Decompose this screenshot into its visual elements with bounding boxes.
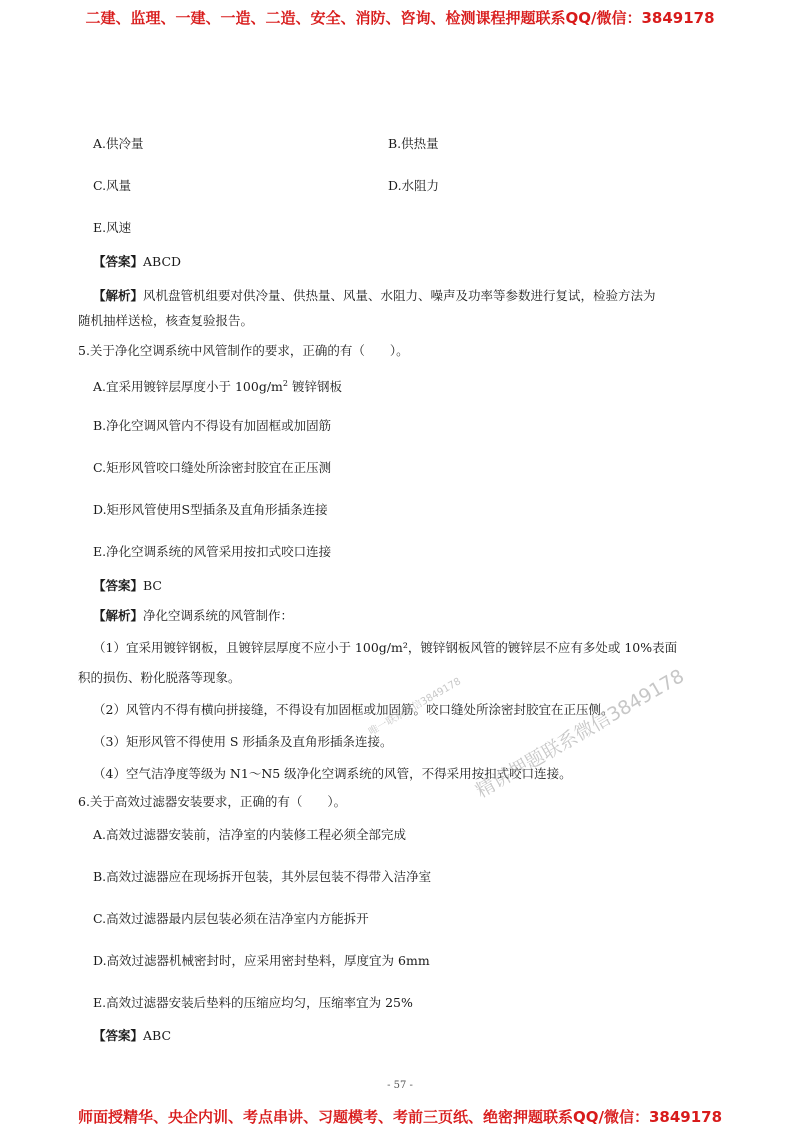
q4-option-a: A.供冷量 bbox=[93, 136, 144, 151]
watermark-small: 唯一联系微信3849178 bbox=[367, 676, 464, 738]
q5-point-4: （4）空气洁净度等级为 N1～N5 级净化空调系统的风管，不得采用按扣式咬口连接。 bbox=[93, 766, 572, 781]
q5-stem: 5.关于净化空调系统中风管制作的要求，正确的有（ ）。 bbox=[78, 343, 409, 358]
q6-answer bbox=[93, 1027, 171, 1045]
q4-option-e: E.风速 bbox=[93, 220, 132, 235]
answer-label: 【答案】 bbox=[93, 254, 144, 269]
answer-value: BC bbox=[143, 578, 162, 593]
q5-point-2: （2）风管内不得有横向拼接缝，不得设有加固框或加固筋。咬口缝处所涂密封胶宜在正压侧。 bbox=[93, 702, 614, 717]
q4-option-c: C.风量 bbox=[93, 178, 132, 193]
q5-point-3: （3）矩形风管不得使用 S 形插条及直角形插条连接。 bbox=[93, 734, 393, 749]
q6-option-e: E.高效过滤器安装后垫料的压缩应均匀，压缩率宜为 25% bbox=[93, 995, 413, 1010]
q5-option-b: B.净化空调风管内不得设有加固框或加固筋 bbox=[93, 418, 332, 433]
bottom-promo-banner: 师面授精华、央企内训、考点串讲、习题模考、考前三页纸、绝密押题联系QQ/微信：3849178 bbox=[77, 1108, 723, 1126]
answer-value: ABC bbox=[143, 1028, 172, 1043]
q5-option-a-text: A.宜采用镀锌层厚度小于 100g/m bbox=[93, 379, 283, 395]
q5-option-e: E.净化空调系统的风管采用按扣式咬口连接 bbox=[93, 544, 332, 559]
answer-value: ABCD bbox=[143, 254, 182, 269]
q4-analysis-cont: 随机抽样送检，核查复验报告。 bbox=[78, 313, 254, 328]
q6-stem: 6.关于高效过滤器安装要求，正确的有（ ）。 bbox=[78, 794, 347, 809]
analysis-label: 【解析】 bbox=[93, 608, 144, 623]
q5-point-1-cont: 积的损伤、粉化脱落等现象。 bbox=[78, 670, 241, 685]
q4-analysis bbox=[93, 287, 656, 305]
q4-answer bbox=[93, 253, 181, 271]
page-number: - 57 - bbox=[387, 1080, 413, 1091]
answer-label: 【答案】 bbox=[93, 578, 144, 593]
q6-option-b: B.高效过滤器应在现场拆开包装，其外层包装不得带入洁净室 bbox=[93, 869, 432, 884]
q6-option-c: C.高效过滤器最内层包装必须在洁净室内方能拆开 bbox=[93, 911, 369, 926]
q5-option-a-tail: 镀锌钢板 bbox=[288, 379, 342, 395]
q5-analysis bbox=[93, 607, 293, 625]
watermark-large: 精讲押题联系微信3849178 bbox=[472, 665, 688, 803]
q5-option-d: D.矩形风管使用S型插条及直角形插条连接 bbox=[93, 502, 328, 517]
q5-option-a bbox=[93, 375, 342, 396]
q5-option-a-superscript: 2 bbox=[282, 379, 288, 388]
q6-option-d: D.高效过滤器机械密封时，应采用密封垫料，厚度宜为 6mm bbox=[93, 953, 430, 968]
analysis-text: 风机盘管机组要对供冷量、供热量、风量、水阻力、噪声及功率等参数进行复试，检验方法为 bbox=[143, 288, 656, 303]
q5-answer bbox=[93, 577, 162, 595]
q6-option-a: A.高效过滤器安装前，洁净室的内装修工程必须全部完成 bbox=[93, 827, 407, 842]
q4-option-d: D.水阻力 bbox=[388, 178, 440, 193]
q4-option-b: B.供热量 bbox=[388, 136, 439, 151]
answer-label: 【答案】 bbox=[93, 1028, 144, 1043]
top-promo-banner: 二建、监理、一建、一造、二造、安全、消防、咨询、检测课程押题联系QQ/微信：3849178 bbox=[85, 9, 715, 27]
q5-point-1: （1）宜采用镀锌钢板，且镀锌层厚度不应小于 100g/m²，镀锌钢板风管的镀锌层不应有多处或 10%表面 bbox=[93, 640, 678, 655]
analysis-label: 【解析】 bbox=[93, 288, 144, 303]
analysis-text: 净化空调系统的风管制作： bbox=[143, 608, 294, 623]
q5-option-c: C.矩形风管咬口缝处所涂密封胶宜在正压测 bbox=[93, 460, 332, 475]
